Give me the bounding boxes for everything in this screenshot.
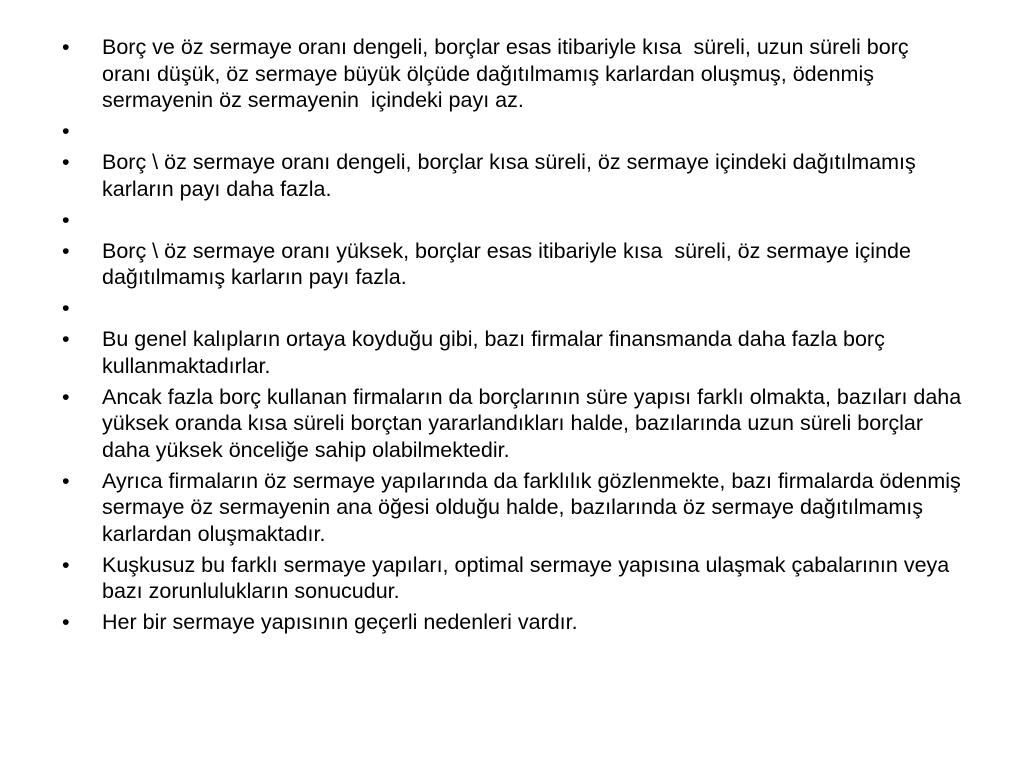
bullet-dot: •	[62, 384, 70, 409]
list-item	[62, 149, 962, 202]
bullet-text: Bu genel kalıpların ortaya koyduğu gibi, bazı firmalar finansmanda daha fazla borç kullanmaktadırlar.	[102, 327, 891, 378]
bullet-dot: •	[62, 238, 70, 263]
bullet-text: Borç \ öz sermaye oranı yüksek, borçlar esas itibariyle kısa süreli, öz sermaye içinde dağıtılmamış karların payı fazla.	[102, 238, 917, 289]
bullet-dot: •	[62, 296, 70, 320]
list-item	[62, 118, 962, 145]
bullet-text: Ayrıca firmaların öz sermaye yapılarında da farklılık gözlenmekte, bazı firmalarda ödenmiş sermaye öz sermayenin ana öğesi olduğu halde, bazılarında öz sermaye dağıtılmamış karlardan oluşmaktadır.	[102, 468, 967, 546]
list-item	[62, 326, 962, 379]
bullet-dot: •	[62, 150, 70, 174]
bullet-text: Kuşkusuz bu farklı sermaye yapıları, optimal sermaye yapısına ulaşmak çabalarının veya bazı zorunlulukların sonucudur.	[102, 552, 956, 603]
list-item	[62, 34, 962, 114]
bullet-dot: •	[62, 327, 70, 351]
list-item	[62, 295, 962, 322]
list-item	[62, 468, 967, 548]
bullet-list	[62, 34, 968, 640]
bullet-text: Ancak fazla borç kullanan firmaların da borçlarının süre yapısı farklı olmakta, bazıları daha yüksek oranda kısa süreli borçtan yararlandıkları halde, bazılarında uzun süreli borçlar daha yüksek önceliğe sahip olabilmektedir.	[102, 384, 968, 462]
list-item	[62, 384, 968, 464]
bullet-text: Borç \ öz sermaye oranı dengeli, borçlar kısa süreli, öz sermaye içindeki dağıtılmamış karların payı daha fazla.	[102, 150, 922, 201]
bullet-dot: •	[62, 35, 70, 59]
bullet-dot: •	[62, 119, 70, 143]
list-item	[62, 238, 962, 291]
bullet-text: Her bir sermaye yapısının geçerli nedenleri vardır.	[102, 610, 578, 634]
bullet-text: Borç ve öz sermaye oranı dengeli, borçlar esas itibariyle kısa süreli, uzun süreli borç oranı düşük, öz sermaye büyük ölçüde dağıtılmamış karlardan oluşmuş, ödenmiş sermayenin öz sermayenin içindeki payı az.	[102, 35, 915, 112]
list-item	[62, 207, 962, 234]
list-item	[62, 609, 962, 636]
bullet-dot: •	[62, 468, 70, 493]
bullet-dot: •	[62, 207, 70, 232]
bullet-dot: •	[62, 610, 70, 634]
bullet-dot: •	[62, 552, 70, 577]
list-item	[62, 552, 962, 605]
